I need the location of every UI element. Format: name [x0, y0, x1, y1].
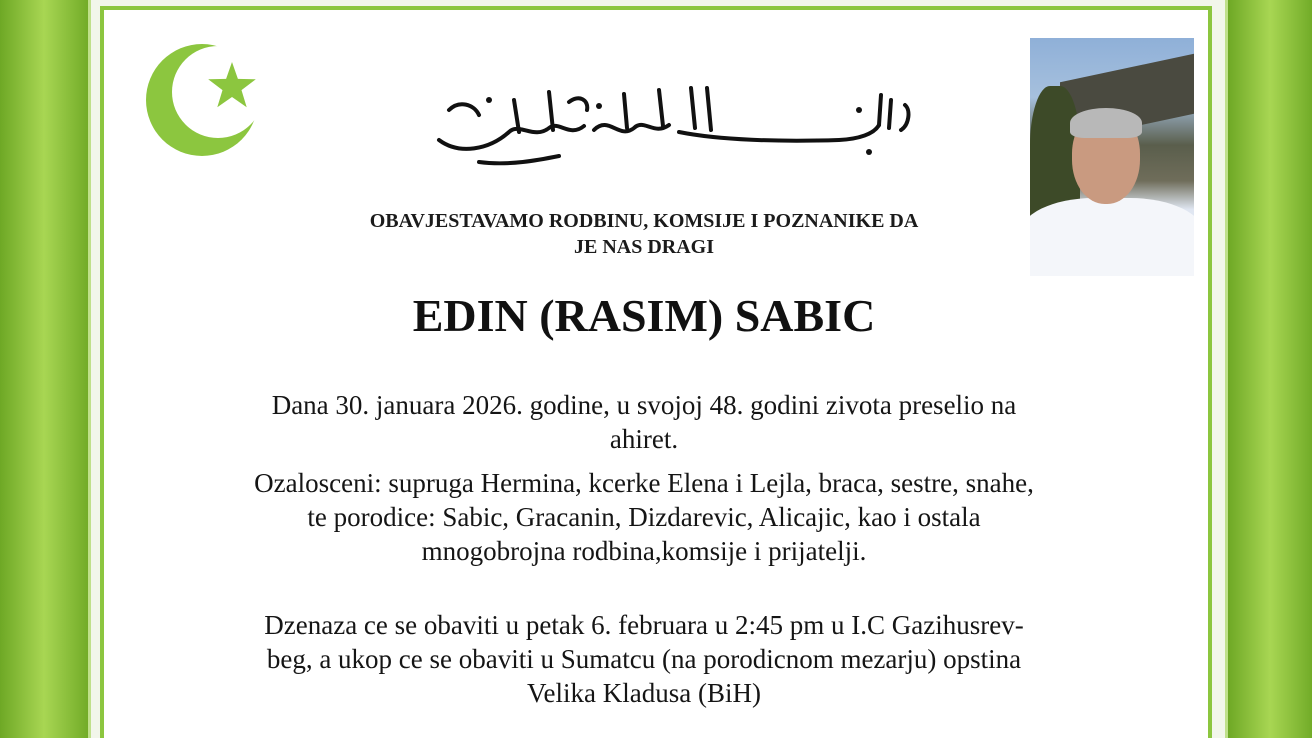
right-green-band	[1228, 0, 1312, 738]
paragraph3-line-2: beg, a ukop ce se obaviti u Sumatcu (na porodicnom mezarju) opstina	[266, 644, 1022, 674]
paragraph2-line-2: te porodice: Sabic, Gracanin, Dizdarevic, Alicajic, kao i ostala	[307, 502, 981, 532]
crescent-star-icon	[144, 40, 260, 156]
heading-line-1: OBAVJESTAVAMO RODBINU, KOMSIJE I POZNANIKE DA	[369, 210, 919, 232]
paragraph2-line-1: Ozalosceni: supruga Hermina, kcerke Elena i Lejla, braca, sestre, snahe,	[254, 468, 1034, 498]
announcement-heading	[254, 208, 1034, 260]
photo-hair	[1070, 108, 1142, 138]
paragraph3-line-1: Dzenaza ce se obaviti u petak 6. februara u 2:45 pm u I.C Gazihusrev-	[264, 610, 1024, 640]
paragraph3-line-3: Velika Kladusa (BiH)	[527, 678, 761, 708]
paragraph1-line-1: Dana 30. januara 2026. godine, u svojoj 48. godini zivota preselio na	[271, 390, 1017, 420]
left-green-band	[0, 0, 88, 738]
paragraph1-line-2: ahiret.	[609, 424, 679, 454]
paragraph2-line-3: mnogobrojna rodbina,komsije i prijatelji.	[421, 536, 867, 566]
bismillah-calligraphy-icon	[419, 70, 919, 170]
funeral-details-paragraph	[144, 608, 1144, 710]
mourners-paragraph	[144, 466, 1144, 568]
heading-line-2: JE NAS DRAGI	[573, 236, 715, 258]
obituary-card	[100, 6, 1212, 738]
photo-shirt	[1030, 198, 1194, 276]
death-date-paragraph	[144, 388, 1144, 456]
deceased-name: EDIN (RASIM) SABIC	[412, 290, 876, 341]
portrait-photo	[1030, 38, 1194, 276]
